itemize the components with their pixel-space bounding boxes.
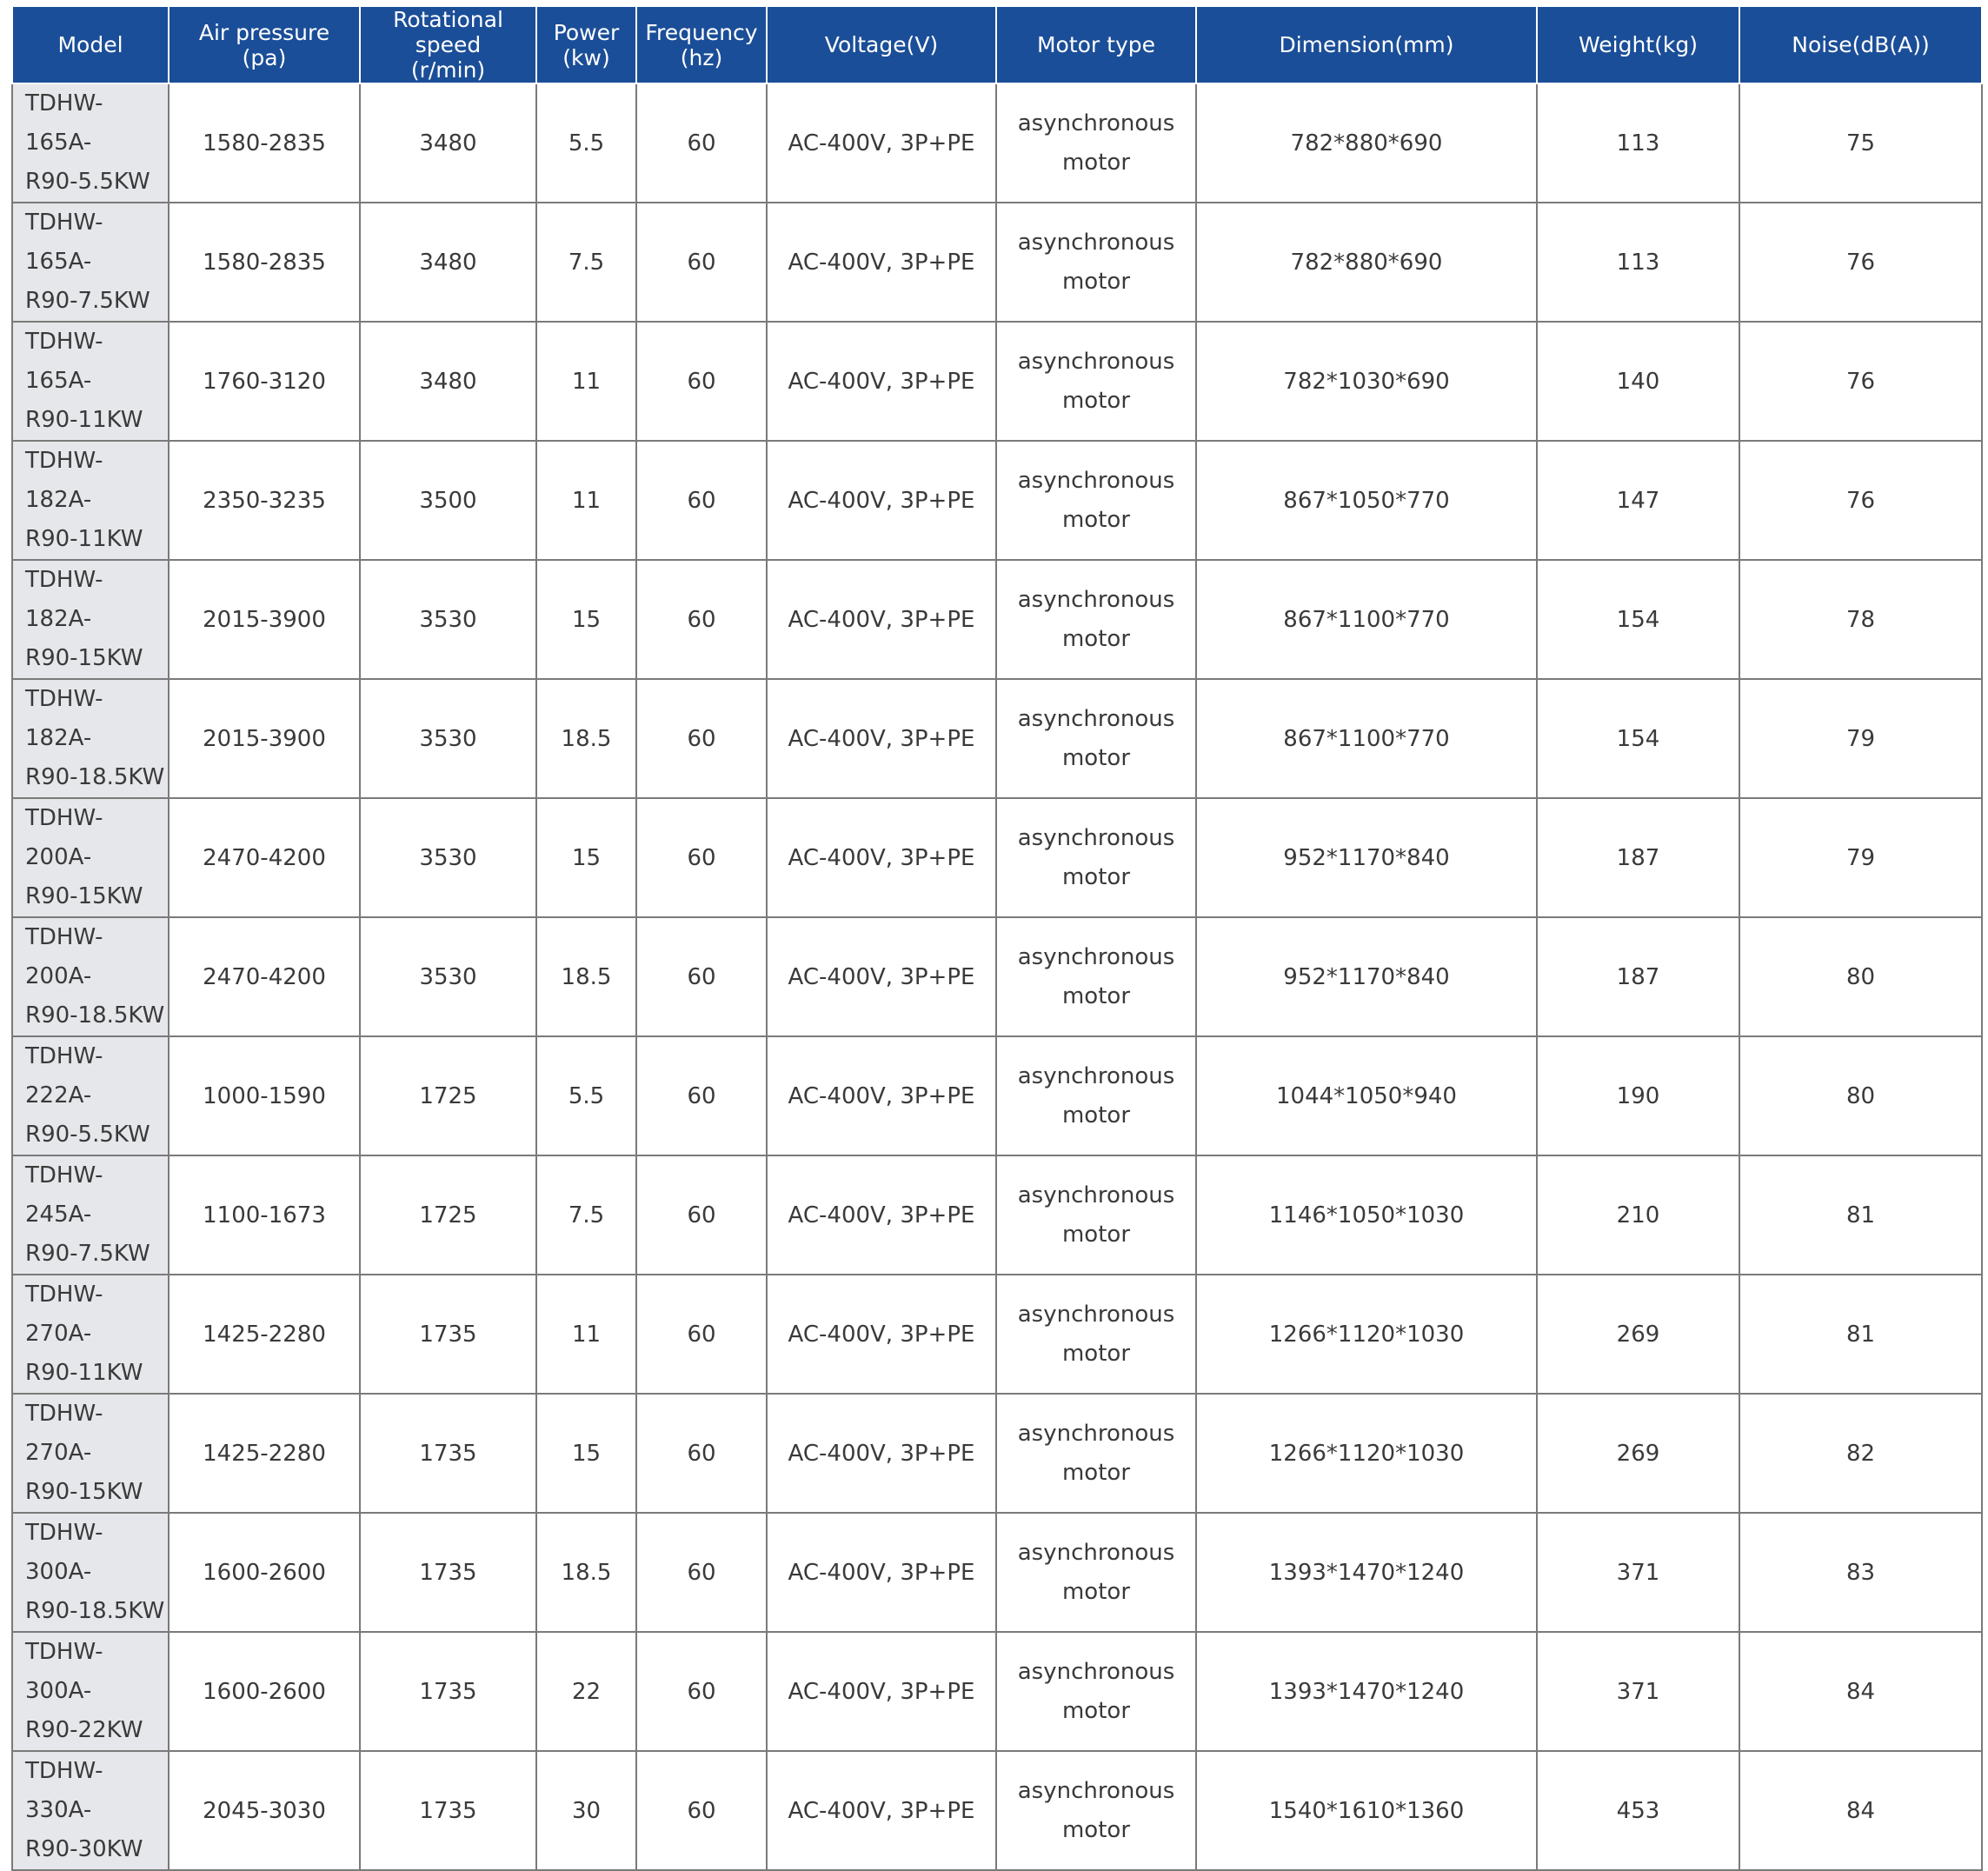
motor-type-line: asynchronous xyxy=(1017,348,1175,375)
table-row xyxy=(12,1275,1982,1394)
motor-type-line: motor xyxy=(1061,1697,1131,1724)
cell-frequency: 60 xyxy=(636,441,767,560)
cell-model xyxy=(12,1751,169,1870)
table-row xyxy=(12,679,1982,798)
motor-type-line: asynchronous xyxy=(1017,1420,1175,1447)
cell-noise: 78 xyxy=(1739,560,1982,679)
cell-power: 30 xyxy=(536,1751,636,1870)
model-line: R90-7.5KW xyxy=(25,1241,150,1267)
motor-type-line: asynchronous xyxy=(1017,705,1175,732)
model-line: TDHW-200A- xyxy=(25,805,103,870)
cell-motor-type xyxy=(996,679,1196,798)
model-line: R90-11KW xyxy=(25,1360,143,1386)
cell-rotational-speed: 3530 xyxy=(360,560,536,679)
cell-weight: 210 xyxy=(1537,1155,1739,1275)
cell-power: 15 xyxy=(536,1394,636,1513)
cell-air-pressure: 2015-3900 xyxy=(169,560,360,679)
cell-air-pressure: 1600-2600 xyxy=(169,1632,360,1751)
model-line: R90-15KW xyxy=(25,1479,143,1505)
motor-type-line: asynchronous xyxy=(1017,229,1175,256)
model-line: TDHW-270A- xyxy=(25,1401,103,1466)
motor-type-line: motor xyxy=(1061,1816,1131,1843)
motor-type-line: motor xyxy=(1061,1340,1131,1367)
motor-type-line: motor xyxy=(1061,149,1131,176)
model-line: TDHW-300A- xyxy=(25,1639,103,1704)
table-row xyxy=(12,1513,1982,1632)
cell-dimension: 952*1170*840 xyxy=(1196,798,1537,917)
cell-voltage: AC-400V, 3P+PE xyxy=(767,798,996,917)
header-row xyxy=(12,6,1982,83)
cell-voltage: AC-400V, 3P+PE xyxy=(767,1275,996,1394)
cell-motor-type xyxy=(996,798,1196,917)
cell-voltage: AC-400V, 3P+PE xyxy=(767,83,996,203)
cell-noise: 84 xyxy=(1739,1751,1982,1870)
cell-model xyxy=(12,1513,169,1632)
model-line: R90-30KW xyxy=(25,1836,143,1862)
model-line: TDHW-330A- xyxy=(25,1758,103,1823)
cell-model xyxy=(12,679,169,798)
cell-rotational-speed: 3480 xyxy=(360,203,536,322)
motor-type-line: asynchronous xyxy=(1017,1777,1175,1804)
motor-type-line: motor xyxy=(1061,1578,1131,1605)
column-header-model: Model xyxy=(12,6,169,83)
model-line: TDHW-182A- xyxy=(25,567,103,632)
model-line: R90-18.5KW xyxy=(25,1002,165,1029)
cell-rotational-speed: 3480 xyxy=(360,83,536,203)
cell-air-pressure: 1000-1590 xyxy=(169,1036,360,1155)
cell-model xyxy=(12,322,169,441)
cell-rotational-speed: 3480 xyxy=(360,322,536,441)
motor-type-line: asynchronous xyxy=(1017,824,1175,851)
column-header-voltage: Voltage(V) xyxy=(767,6,996,83)
cell-model xyxy=(12,917,169,1036)
cell-dimension: 1146*1050*1030 xyxy=(1196,1155,1537,1275)
cell-dimension: 782*1030*690 xyxy=(1196,322,1537,441)
cell-power: 18.5 xyxy=(536,1513,636,1632)
cell-frequency: 60 xyxy=(636,560,767,679)
cell-noise: 80 xyxy=(1739,1036,1982,1155)
cell-noise: 76 xyxy=(1739,322,1982,441)
cell-air-pressure: 1425-2280 xyxy=(169,1275,360,1394)
column-header-dimension: Dimension(mm) xyxy=(1196,6,1537,83)
model-line: R90-7.5KW xyxy=(25,288,150,314)
motor-type-line: asynchronous xyxy=(1017,110,1175,136)
cell-model xyxy=(12,1275,169,1394)
model-line: TDHW-245A- xyxy=(25,1162,103,1228)
model-line: TDHW-182A- xyxy=(25,448,103,513)
motor-type-line: asynchronous xyxy=(1017,586,1175,613)
cell-dimension: 782*880*690 xyxy=(1196,203,1537,322)
model-line: TDHW-165A- xyxy=(25,210,103,275)
motor-type-line: motor xyxy=(1061,1221,1131,1248)
cell-weight: 147 xyxy=(1537,441,1739,560)
cell-model xyxy=(12,798,169,917)
column-header-air-pressure: Air pressure (pa) xyxy=(169,6,360,83)
cell-frequency: 60 xyxy=(636,679,767,798)
model-line: R90-5.5KW xyxy=(25,1122,150,1148)
cell-power: 11 xyxy=(536,441,636,560)
table-row xyxy=(12,1036,1982,1155)
cell-weight: 187 xyxy=(1537,917,1739,1036)
cell-air-pressure: 1600-2600 xyxy=(169,1513,360,1632)
cell-dimension: 1266*1120*1030 xyxy=(1196,1394,1537,1513)
cell-air-pressure: 2470-4200 xyxy=(169,917,360,1036)
cell-weight: 154 xyxy=(1537,679,1739,798)
cell-motor-type xyxy=(996,1036,1196,1155)
cell-dimension: 1266*1120*1030 xyxy=(1196,1275,1537,1394)
motor-type-line: motor xyxy=(1061,744,1131,771)
cell-model xyxy=(12,1036,169,1155)
cell-model xyxy=(12,560,169,679)
cell-rotational-speed: 1735 xyxy=(360,1513,536,1632)
cell-frequency: 60 xyxy=(636,83,767,203)
cell-rotational-speed: 3530 xyxy=(360,917,536,1036)
column-header-weight: Weight(kg) xyxy=(1537,6,1739,83)
cell-voltage: AC-400V, 3P+PE xyxy=(767,679,996,798)
cell-power: 7.5 xyxy=(536,1155,636,1275)
model-line: R90-11KW xyxy=(25,526,143,552)
model-line: TDHW-165A- xyxy=(25,90,103,156)
cell-noise: 79 xyxy=(1739,679,1982,798)
cell-power: 22 xyxy=(536,1632,636,1751)
cell-air-pressure: 2015-3900 xyxy=(169,679,360,798)
cell-weight: 269 xyxy=(1537,1275,1739,1394)
cell-frequency: 60 xyxy=(636,798,767,917)
cell-motor-type xyxy=(996,1394,1196,1513)
cell-motor-type xyxy=(996,1513,1196,1632)
cell-dimension: 867*1100*770 xyxy=(1196,560,1537,679)
cell-power: 11 xyxy=(536,322,636,441)
motor-type-line: asynchronous xyxy=(1017,1301,1175,1328)
cell-dimension: 867*1050*770 xyxy=(1196,441,1537,560)
cell-noise: 83 xyxy=(1739,1513,1982,1632)
motor-type-line: motor xyxy=(1061,387,1131,414)
motor-type-line: motor xyxy=(1061,506,1131,533)
motor-type-line: motor xyxy=(1061,1459,1131,1486)
cell-rotational-speed: 3530 xyxy=(360,679,536,798)
cell-model xyxy=(12,1632,169,1751)
cell-motor-type xyxy=(996,1155,1196,1275)
cell-model xyxy=(12,1394,169,1513)
cell-dimension: 782*880*690 xyxy=(1196,83,1537,203)
motor-type-line: motor xyxy=(1061,982,1131,1009)
motor-type-line: motor xyxy=(1061,1102,1131,1129)
model-line: TDHW-270A- xyxy=(25,1282,103,1347)
cell-noise: 79 xyxy=(1739,798,1982,917)
model-line: R90-5.5KW xyxy=(25,169,150,195)
cell-power: 7.5 xyxy=(536,203,636,322)
cell-voltage: AC-400V, 3P+PE xyxy=(767,1155,996,1275)
cell-motor-type xyxy=(996,1751,1196,1870)
model-line: R90-18.5KW xyxy=(25,764,165,790)
table-row xyxy=(12,1155,1982,1275)
cell-dimension: 952*1170*840 xyxy=(1196,917,1537,1036)
model-line: TDHW-300A- xyxy=(25,1520,103,1585)
cell-air-pressure: 2350-3235 xyxy=(169,441,360,560)
cell-voltage: AC-400V, 3P+PE xyxy=(767,917,996,1036)
cell-weight: 371 xyxy=(1537,1513,1739,1632)
column-header-frequency: Frequency (hz) xyxy=(636,6,767,83)
cell-power: 5.5 xyxy=(536,83,636,203)
motor-type-line: motor xyxy=(1061,268,1131,295)
cell-dimension: 1540*1610*1360 xyxy=(1196,1751,1537,1870)
cell-motor-type xyxy=(996,1275,1196,1394)
cell-weight: 140 xyxy=(1537,322,1739,441)
model-line: TDHW-165A- xyxy=(25,329,103,394)
cell-air-pressure: 1100-1673 xyxy=(169,1155,360,1275)
column-header-noise: Noise(dB(A)) xyxy=(1739,6,1982,83)
cell-rotational-speed: 1735 xyxy=(360,1632,536,1751)
motor-type-line: asynchronous xyxy=(1017,467,1175,494)
cell-noise: 81 xyxy=(1739,1275,1982,1394)
table-body xyxy=(12,83,1982,1870)
cell-motor-type xyxy=(996,83,1196,203)
cell-power: 18.5 xyxy=(536,917,636,1036)
model-line: TDHW-200A- xyxy=(25,924,103,989)
cell-air-pressure: 2045-3030 xyxy=(169,1751,360,1870)
table-row xyxy=(12,203,1982,322)
column-header-rotational-speed: Rotational speed (r/min) xyxy=(360,6,536,83)
motor-type-line: asynchronous xyxy=(1017,943,1175,970)
cell-noise: 82 xyxy=(1739,1394,1982,1513)
cell-weight: 190 xyxy=(1537,1036,1739,1155)
motor-type-line: asynchronous xyxy=(1017,1658,1175,1685)
table-row xyxy=(12,917,1982,1036)
cell-frequency: 60 xyxy=(636,1275,767,1394)
cell-rotational-speed: 1725 xyxy=(360,1155,536,1275)
cell-noise: 80 xyxy=(1739,917,1982,1036)
cell-rotational-speed: 3500 xyxy=(360,441,536,560)
cell-rotational-speed: 1725 xyxy=(360,1036,536,1155)
cell-noise: 81 xyxy=(1739,1155,1982,1275)
cell-voltage: AC-400V, 3P+PE xyxy=(767,1394,996,1513)
column-header-motor-type: Motor type xyxy=(996,6,1196,83)
table-row xyxy=(12,441,1982,560)
cell-air-pressure: 1760-3120 xyxy=(169,322,360,441)
cell-frequency: 60 xyxy=(636,1036,767,1155)
cell-voltage: AC-400V, 3P+PE xyxy=(767,1513,996,1632)
model-line: TDHW-222A- xyxy=(25,1043,103,1109)
motor-type-line: asynchronous xyxy=(1017,1539,1175,1566)
table-header xyxy=(12,6,1982,83)
cell-model xyxy=(12,203,169,322)
cell-power: 11 xyxy=(536,1275,636,1394)
cell-rotational-speed: 1735 xyxy=(360,1751,536,1870)
table-row xyxy=(12,1394,1982,1513)
cell-model xyxy=(12,441,169,560)
cell-dimension: 1044*1050*940 xyxy=(1196,1036,1537,1155)
cell-weight: 269 xyxy=(1537,1394,1739,1513)
motor-type-line: asynchronous xyxy=(1017,1182,1175,1208)
cell-air-pressure: 1425-2280 xyxy=(169,1394,360,1513)
cell-voltage: AC-400V, 3P+PE xyxy=(767,322,996,441)
model-line: R90-15KW xyxy=(25,645,143,671)
motor-type-line: motor xyxy=(1061,625,1131,652)
cell-frequency: 60 xyxy=(636,1632,767,1751)
cell-voltage: AC-400V, 3P+PE xyxy=(767,441,996,560)
cell-air-pressure: 1580-2835 xyxy=(169,203,360,322)
cell-motor-type xyxy=(996,560,1196,679)
cell-rotational-speed: 1735 xyxy=(360,1275,536,1394)
cell-weight: 453 xyxy=(1537,1751,1739,1870)
cell-voltage: AC-400V, 3P+PE xyxy=(767,1751,996,1870)
cell-frequency: 60 xyxy=(636,917,767,1036)
cell-model xyxy=(12,83,169,203)
model-line: TDHW-182A- xyxy=(25,686,103,751)
cell-motor-type xyxy=(996,917,1196,1036)
table-row xyxy=(12,83,1982,203)
cell-voltage: AC-400V, 3P+PE xyxy=(767,1632,996,1751)
cell-power: 18.5 xyxy=(536,679,636,798)
cell-noise: 75 xyxy=(1739,83,1982,203)
motor-type-line: asynchronous xyxy=(1017,1062,1175,1089)
cell-dimension: 1393*1470*1240 xyxy=(1196,1513,1537,1632)
cell-air-pressure: 1580-2835 xyxy=(169,83,360,203)
table-row xyxy=(12,1632,1982,1751)
cell-power: 15 xyxy=(536,560,636,679)
cell-model xyxy=(12,1155,169,1275)
cell-rotational-speed: 1735 xyxy=(360,1394,536,1513)
cell-rotational-speed: 3530 xyxy=(360,798,536,917)
specification-table xyxy=(11,5,1983,1871)
model-line: R90-22KW xyxy=(25,1717,143,1743)
cell-noise: 76 xyxy=(1739,203,1982,322)
cell-weight: 154 xyxy=(1537,560,1739,679)
cell-weight: 113 xyxy=(1537,83,1739,203)
cell-noise: 76 xyxy=(1739,441,1982,560)
motor-type-line: motor xyxy=(1061,863,1131,890)
cell-voltage: AC-400V, 3P+PE xyxy=(767,203,996,322)
cell-power: 5.5 xyxy=(536,1036,636,1155)
model-line: R90-15KW xyxy=(25,883,143,909)
cell-noise: 84 xyxy=(1739,1632,1982,1751)
cell-frequency: 60 xyxy=(636,1751,767,1870)
cell-frequency: 60 xyxy=(636,203,767,322)
cell-frequency: 60 xyxy=(636,1155,767,1275)
model-line: R90-11KW xyxy=(25,407,143,433)
cell-frequency: 60 xyxy=(636,1394,767,1513)
cell-weight: 371 xyxy=(1537,1632,1739,1751)
cell-motor-type xyxy=(996,322,1196,441)
table-row xyxy=(12,1751,1982,1870)
cell-voltage: AC-400V, 3P+PE xyxy=(767,1036,996,1155)
cell-weight: 187 xyxy=(1537,798,1739,917)
cell-air-pressure: 2470-4200 xyxy=(169,798,360,917)
cell-motor-type xyxy=(996,1632,1196,1751)
table-row xyxy=(12,798,1982,917)
table-row xyxy=(12,560,1982,679)
cell-frequency: 60 xyxy=(636,322,767,441)
cell-dimension: 867*1100*770 xyxy=(1196,679,1537,798)
cell-voltage: AC-400V, 3P+PE xyxy=(767,560,996,679)
cell-weight: 113 xyxy=(1537,203,1739,322)
cell-dimension: 1393*1470*1240 xyxy=(1196,1632,1537,1751)
cell-frequency: 60 xyxy=(636,1513,767,1632)
cell-power: 15 xyxy=(536,798,636,917)
cell-motor-type xyxy=(996,441,1196,560)
cell-motor-type xyxy=(996,203,1196,322)
model-line: R90-18.5KW xyxy=(25,1598,165,1624)
table-row xyxy=(12,322,1982,441)
column-header-power: Power (kw) xyxy=(536,6,636,83)
